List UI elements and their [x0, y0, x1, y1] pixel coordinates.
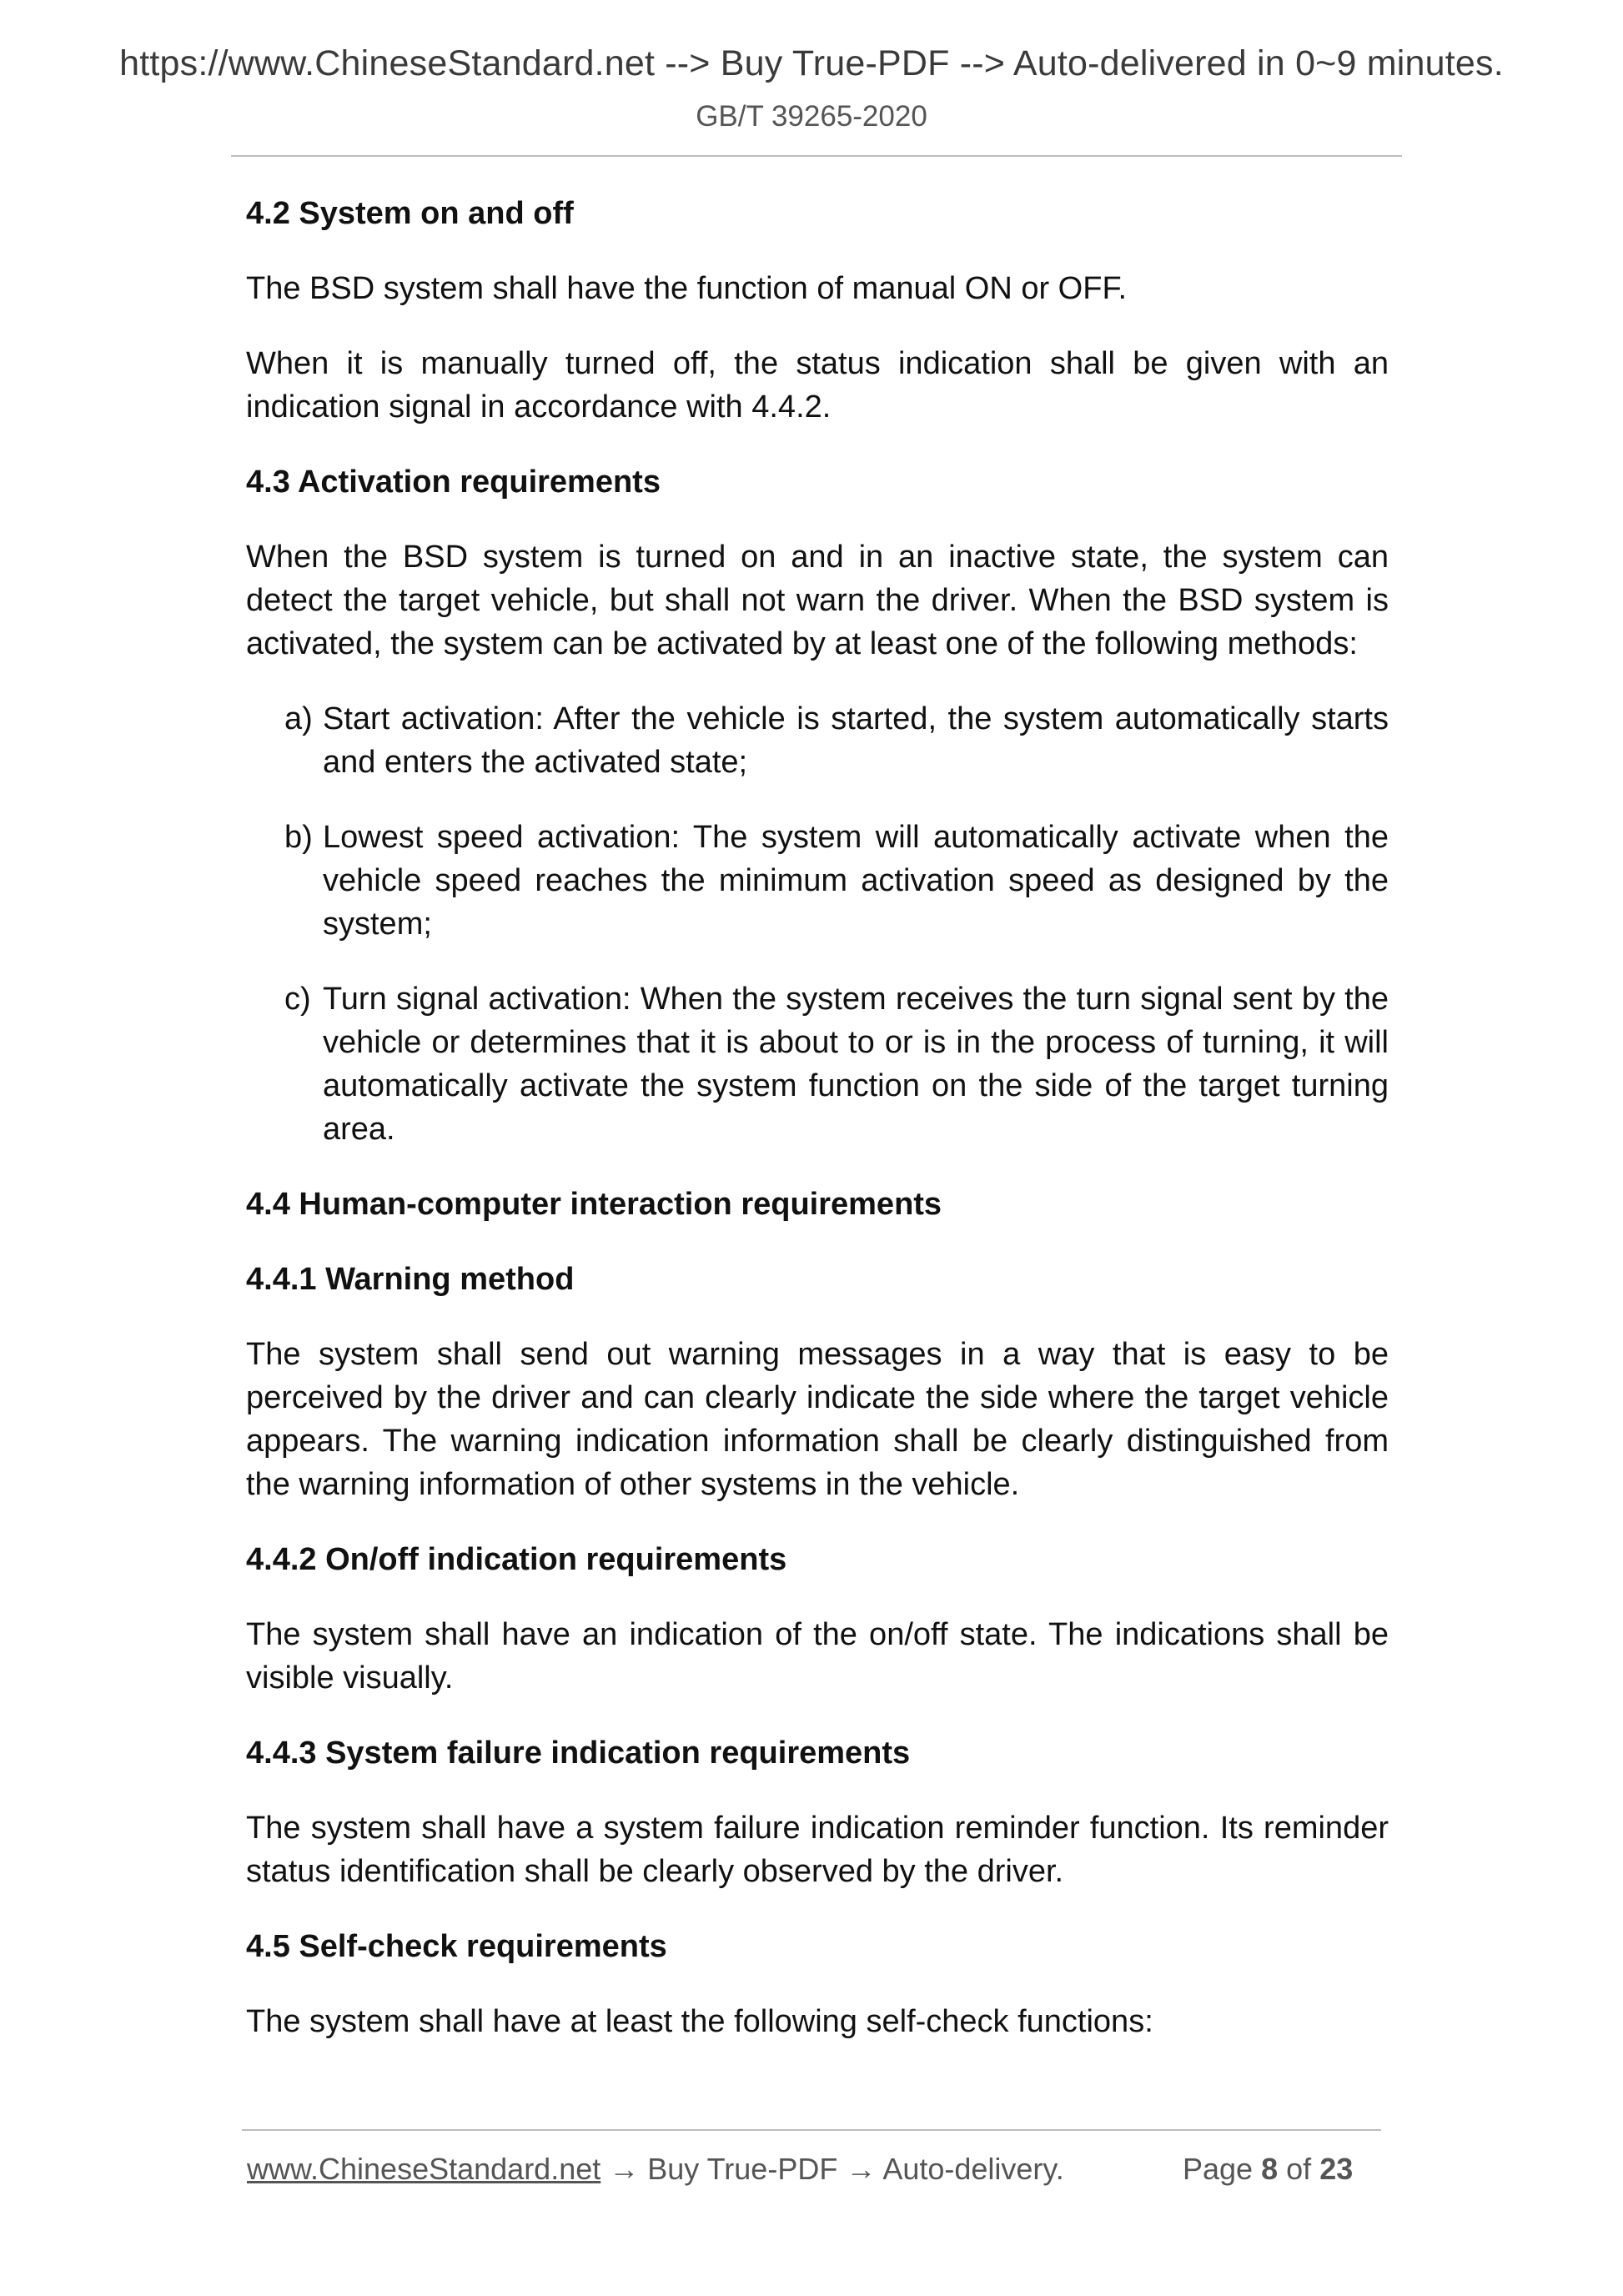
- section-4-5-paragraph-1: The system shall have at least the following self-check functions:: [246, 2004, 1153, 2039]
- section-4-3-paragraph-1: When the BSD system is turned on and in an inactive state, the system can detect the target vehicle, but shall not warn the driver. When the BSD system is activated, the system can be activated by at least one of the following methods:: [246, 540, 1389, 661]
- section-heading-4-4-1: 4.4.1 Warning method: [246, 1262, 575, 1297]
- section-4-2-paragraph-1: The BSD system shall have the function of manual ON or OFF.: [246, 271, 1128, 306]
- footer-divider: [242, 2129, 1381, 2131]
- section-heading-4-4-2: 4.4.2 On/off indication requirements: [246, 1542, 787, 1577]
- page-current: 8: [1261, 2152, 1279, 2186]
- page-indicator: [1183, 2152, 1353, 2187]
- footer-source: [247, 2152, 1064, 2187]
- list-item-a: [246, 697, 1389, 784]
- footer-site-link[interactable]: www.ChineseStandard.net: [247, 2152, 601, 2186]
- page-label: Page: [1183, 2152, 1254, 2186]
- list-marker: b): [284, 820, 313, 855]
- document-body: [246, 192, 1389, 2075]
- list-marker: c): [284, 982, 311, 1017]
- list-item-text: Turn signal activation: When the system receives the turn signal sent by the vehicle or determines that it is about to or is in the process of turning, it will automatically activate the system function on the side of the target turning area.: [323, 982, 1389, 1147]
- list-item-c: [246, 977, 1389, 1151]
- source-banner: https://www.ChineseStandard.net --> Buy True-PDF --> Auto-delivered in 0~9 minutes.: [119, 43, 1504, 83]
- list-marker: a): [284, 701, 313, 736]
- page-total: 23: [1319, 2152, 1354, 2186]
- footer-trail-text: → Buy True-PDF → Auto-delivery.: [600, 2152, 1064, 2186]
- section-heading-4-3: 4.3 Activation requirements: [246, 465, 661, 500]
- section-4-4-1-paragraph-1: The system shall send out warning messages in a way that is easy to be perceived by the driver and can clearly indicate the side where the target vehicle appears. The warning indication information shall be clearly distinguished from the warning information of other systems in the vehicle.: [246, 1337, 1389, 1502]
- of-label: of: [1286, 2152, 1312, 2186]
- header-divider: [231, 155, 1402, 157]
- section-4-4-2-paragraph-1: The system shall have an indication of the on/off state. The indications shall be visible visually.: [246, 1617, 1389, 1696]
- list-item-text: Start activation: After the vehicle is started, the system automatically starts and enters the activated state;: [323, 701, 1389, 780]
- list-item-text: Lowest speed activation: The system will automatically activate when the vehicle speed reaches the minimum activation speed as designed by the system;: [323, 820, 1389, 942]
- section-4-4-3-paragraph-1: The system shall have a system failure indication reminder function. Its reminder status identification shall be clearly observed by the driver.: [246, 1811, 1389, 1889]
- section-heading-4-4: 4.4 Human-computer interaction requirements: [246, 1187, 942, 1222]
- section-heading-4-5: 4.5 Self-check requirements: [246, 1929, 667, 1964]
- section-heading-4-4-3: 4.4.3 System failure indication requirements: [246, 1736, 911, 1771]
- list-item-b: [246, 816, 1389, 946]
- section-4-2-paragraph-2: When it is manually turned off, the status indication shall be given with an indication signal in accordance with 4.4.2.: [246, 346, 1389, 425]
- section-heading-4-2: 4.2 System on and off: [246, 196, 574, 231]
- document-code: GB/T 39265-2020: [696, 100, 927, 133]
